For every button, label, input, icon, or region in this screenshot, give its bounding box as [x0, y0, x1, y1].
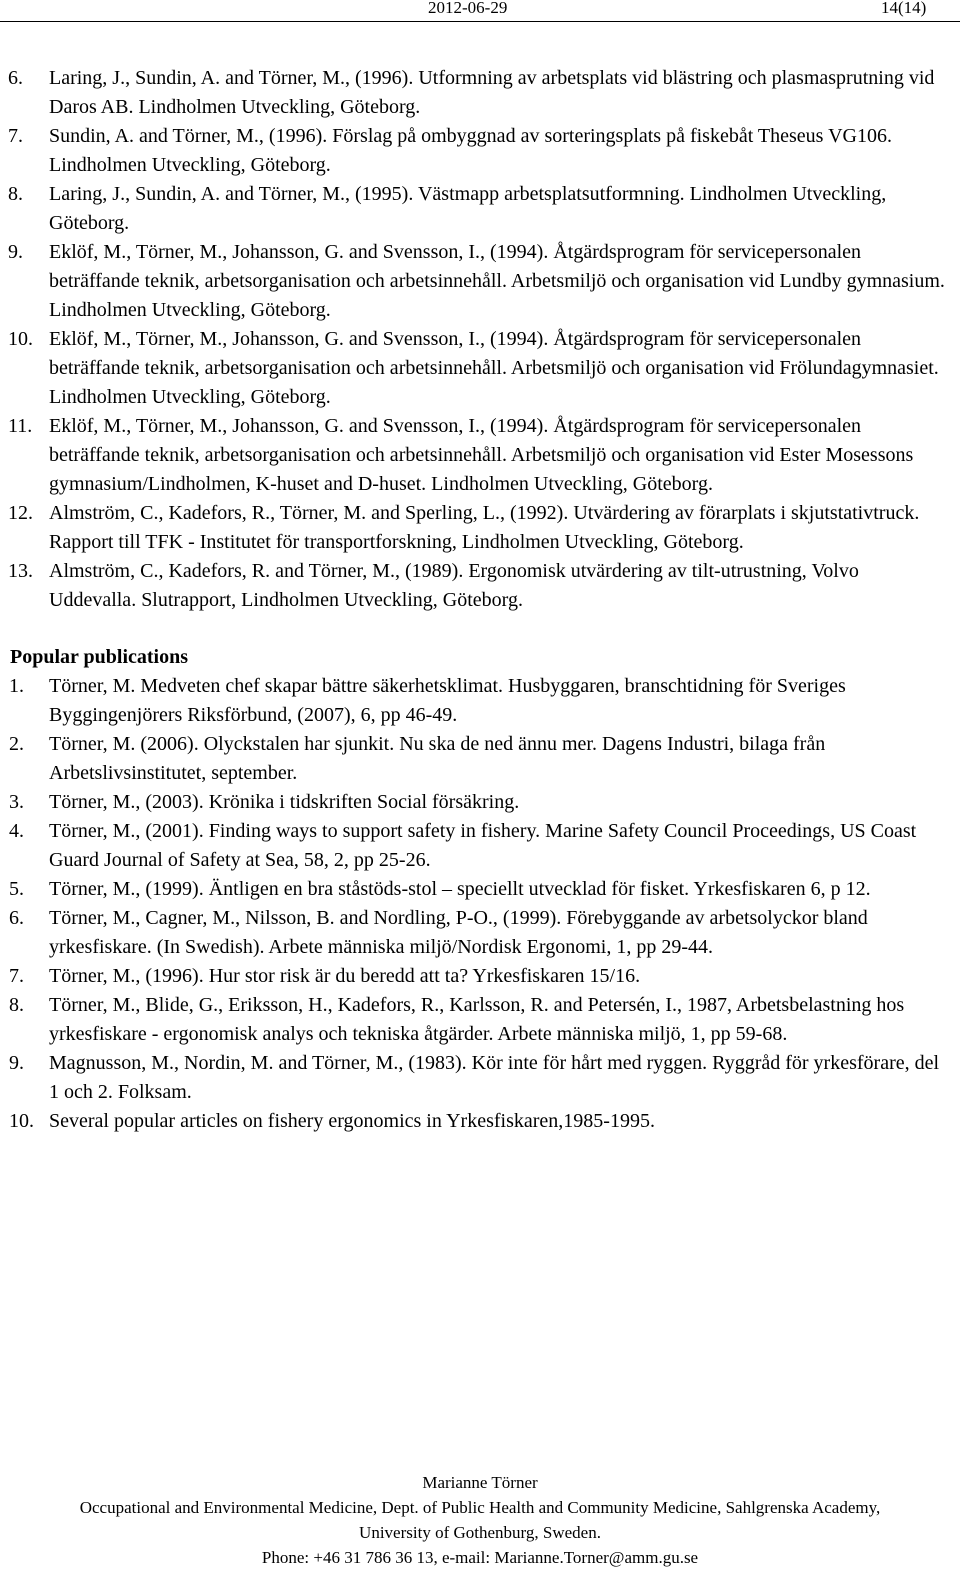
item-text: Eklöf, M., Törner, M., Johansson, G. and Svensson, I., (1994). Åtgärdsprogram för servicepersonalen beträffande teknik, arbetsorganisation och arbetsinnehåll. Arbetsmiljö och organisation vid Frölundagymnasiet. Lindholmen Utveckling, Göteborg.: [49, 328, 939, 408]
list-item: [0, 962, 950, 991]
item-number: 9.: [9, 1052, 24, 1074]
list-item: [0, 238, 950, 325]
item-text: Törner, M., (1999). Äntligen en bra ståstöds-stol – speciellt utvecklad för fisket. Yrkesfiskaren 6, p 12.: [49, 878, 871, 900]
item-text: Sundin, A. and Törner, M., (1996). Förslag på ombyggnad av sorteringsplats på fiskebåt Theseus VG106. Lindholmen Utveckling, Göteborg.: [49, 125, 892, 176]
document-body: [0, 64, 950, 1136]
footer-university: University of Gothenburg, Sweden.: [359, 1523, 601, 1542]
list-item: [0, 180, 950, 238]
item-text: Almström, C., Kadefors, R. and Törner, M., (1989). Ergonomisk utvärdering av tilt-utrustning, Volvo Uddevalla. Slutrapport, Lindholmen Utveckling, Göteborg.: [49, 560, 859, 611]
item-text: Eklöf, M., Törner, M., Johansson, G. and Svensson, I., (1994). Åtgärdsprogram för servicepersonalen beträffande teknik, arbetsorganisation och arbetsinnehåll. Arbetsmiljö och organisation vid Lundby gymnasium. Lindholmen Utveckling, Göteborg.: [49, 241, 945, 321]
list-item: [0, 557, 950, 615]
header-page-number: 14(14): [881, 0, 927, 17]
list-item: [0, 412, 950, 499]
item-number: 1.: [9, 675, 24, 697]
item-text: Törner, M. Medveten chef skapar bättre säkerhetsklimat. Husbyggaren, branschtidning för Sveriges Byggingenjörers Riksförbund, (2007), 6, pp 46-49.: [49, 675, 846, 726]
item-number: 9.: [8, 241, 23, 263]
list-item: [0, 672, 950, 730]
list-item: [0, 499, 950, 557]
list-item: [0, 991, 950, 1049]
item-text: Törner, M., (2001). Finding ways to support safety in fishery. Marine Safety Council Proceedings, US Coast Guard Journal of Safety at Sea, 58, 2, pp 25-26.: [49, 820, 917, 871]
list-item: [0, 788, 950, 817]
item-text: Several popular articles on fishery ergonomics in Yrkesfiskaren,1985-1995.: [49, 1110, 655, 1132]
header-date: 2012-06-29: [428, 0, 508, 17]
item-number: 12.: [8, 502, 33, 524]
section-heading-popular-publications: Popular publications: [10, 646, 189, 668]
item-number: 4.: [9, 820, 24, 842]
item-number: 13.: [8, 560, 33, 582]
item-text: Laring, J., Sundin, A. and Törner, M., (1995). Västmapp arbetsplatsutformning. Lindholmen Utveckling, Göteborg.: [49, 183, 887, 234]
item-text: Almström, C., Kadefors, R., Törner, M. and Sperling, L., (1992). Utvärdering av förarplats i skjutstativtruck. Rapport till TFK - Institutet för transportforskning, Lindholmen Utveckling, Göteborg.: [49, 502, 920, 553]
list-item: [0, 904, 950, 962]
list-item: [0, 1107, 950, 1136]
item-number: 5.: [9, 878, 24, 900]
item-number: 11.: [8, 415, 33, 437]
list-item: [0, 64, 950, 122]
item-text: Törner, M., (2003). Krönika i tidskriften Social försäkring.: [49, 791, 520, 813]
item-text: Eklöf, M., Törner, M., Johansson, G. and Svensson, I., (1994). Åtgärdsprogram för servicepersonalen beträffande teknik, arbetsorganisation och arbetsinnehåll. Arbetsmiljö och organisation vid Ester Mosessons gymnasium/Lindholmen, K-huset and D-huset. Lindholmen Utveckling, Göteborg.: [49, 415, 914, 495]
item-text: Törner, M., Blide, G., Eriksson, H., Kadefors, R., Karlsson, R. and Petersén, I., 1987, Arbetsbelastning hos yrkesfiskare - ergonomisk analys och tekniska åtgärder. Arbete människa miljö, 1, pp 59-68.: [49, 994, 905, 1045]
footer-contact: Phone: +46 31 786 36 13, e-mail: Marianne.Torner@amm.gu.se: [261, 1548, 699, 1567]
list-item: [0, 1049, 950, 1107]
item-number: 8.: [9, 994, 24, 1016]
list-item: [0, 817, 950, 875]
item-number: 10.: [8, 328, 33, 350]
item-number: 7.: [8, 125, 23, 147]
item-number: 3.: [9, 791, 24, 813]
list-item: [0, 325, 950, 412]
item-number: 6.: [8, 67, 23, 89]
item-text: Laring, J., Sundin, A. and Törner, M., (1996). Utformning av arbetsplats vid blästring och plasmasprutning vid Daros AB. Lindholmen Utveckling, Göteborg.: [49, 67, 935, 118]
list-item: [0, 122, 950, 180]
page-footer: [0, 1470, 960, 1570]
item-number: 6.: [9, 907, 24, 929]
footer-affiliation: Occupational and Environmental Medicine, Dept. of Public Health and Community Medicine, Sahlgrenska Academy,: [79, 1498, 881, 1517]
footer-author-name: Marianne Törner: [422, 1473, 538, 1492]
header-divider: [0, 21, 960, 22]
page-header: [0, 0, 960, 22]
item-text: Törner, M., (1996). Hur stor risk är du beredd att ta? Yrkesfiskaren 15/16.: [49, 965, 641, 987]
list-item: [0, 875, 950, 904]
reference-list: [0, 64, 950, 615]
list-item: [0, 730, 950, 788]
popular-publications-list: [0, 672, 950, 1136]
item-number: 8.: [8, 183, 23, 205]
item-text: Törner, M. (2006). Olyckstalen har sjunkit. Nu ska de ned ännu mer. Dagens Industri, bilaga från Arbetslivsinstitutet, september.: [49, 733, 826, 784]
item-number: 7.: [9, 965, 24, 987]
item-number: 2.: [9, 733, 24, 755]
item-text: Törner, M., Cagner, M., Nilsson, B. and Nordling, P-O., (1999). Förebyggande av arbetsolyckor bland yrkesfiskare. (In Swedish). Arbete människa miljö/Nordisk Ergonomi, 1, pp 29-44.: [49, 907, 868, 958]
item-number: 10.: [9, 1110, 34, 1132]
item-text: Magnusson, M., Nordin, M. and Törner, M., (1983). Kör inte för hårt med ryggen. Ryggråd för yrkesförare, del 1 och 2. Folksam.: [49, 1052, 940, 1103]
